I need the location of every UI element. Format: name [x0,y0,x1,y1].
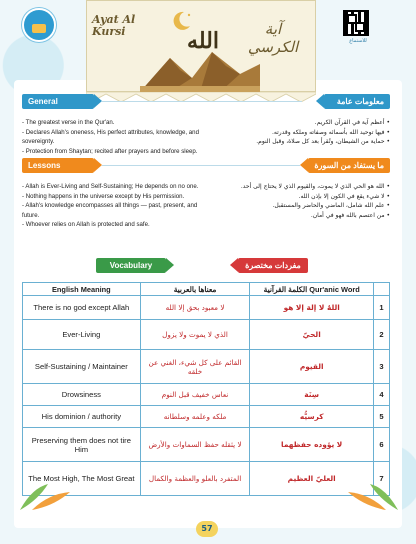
lessons-bullets-en [22,182,212,230]
lessons-bullets-ar [212,182,390,220]
qr-label: للاستماع [349,38,367,44]
bullet-item: - Whoever relies on Allah is protected and safe. [22,221,150,229]
row-number-cell: 1 [374,296,390,320]
lessons-learned-heading-ar: ما يستفاد من السورة [308,158,390,173]
general-information-heading-ar: معلومات عامة [324,94,390,109]
row-number-cell: 4 [374,384,390,406]
row-number-cell: 3 [374,350,390,384]
leaves-decoration [18,482,78,512]
english-meaning-cell: Drowsiness [23,384,141,406]
lessons-learned-heading: Lessons Learned [22,158,94,173]
table-row [23,428,390,462]
english-meaning-cell: Ever-Living [23,320,141,350]
english-meaning-cell: Self-Sustaining / Maintainer [23,350,141,384]
vocabulary-table [22,282,390,496]
heading-arrow [94,94,102,108]
english-meaning-cell: There is no god except Allah [23,296,141,320]
column-header-english: English Meaning [23,283,141,296]
table-row [23,384,390,406]
english-meaning-cell: Preserving them does not tire Him [23,428,141,462]
quranic-word-cell: لا يؤوده حفظهما [250,428,374,462]
arabic-meaning-cell: المتفرد بالعلو والعظمة والكمال [140,462,250,496]
leaves-decoration [340,482,400,512]
bullet-item: - Nothing happens in the universe except by His permission. [22,192,185,200]
quranic-word-cell: العليّ العظيم [250,462,374,496]
table-row [23,320,390,350]
bullet-item: • لا شيء يقع في الكون إلا بإذن الله. [298,192,390,200]
title-english: Ayat Al Kursi [92,13,136,38]
bullet-item: • الله هو الحي الذي لا يموت، والقيوم الذي لا يحتاج إلى أحد. [240,183,390,190]
vocabulary-heading: Vocabulary [96,258,166,273]
heading-arrow [316,94,324,108]
quranic-word-cell: الحيّ [250,320,374,350]
quranic-word-cell: كرسيُّه [250,406,374,428]
column-header-quranic-word: الكلمة القرآنية Qur'anic Word [250,283,374,296]
bullet-item: - Allah is Ever-Living and Self-Sustaining; He depends on no one. [22,183,199,190]
row-number-cell: 5 [374,406,390,428]
table-row [23,296,390,320]
mountains-illustration [140,44,260,92]
column-header-arabic-meaning: معناها بالعربية [140,283,250,296]
heading-arrow [230,258,238,272]
row-number-cell: 2 [374,320,390,350]
column-header-number [374,283,390,296]
bullet-item: - Allah's knowledge encompasses all things — past, present, and future. [22,202,198,219]
english-meaning-cell: His dominion / authority [23,406,141,428]
general-information-heading: General Information [22,94,94,109]
divider [102,165,300,166]
bullet-item: - The greatest verse in the Qur'an. [22,119,115,126]
title-allah: الله [187,28,219,54]
row-number-cell: 6 [374,428,390,462]
heading-arrow [94,158,102,172]
arabic-meaning-cell: القائم على كل شيء، الغني عن خلقه [140,350,250,384]
divider [102,101,302,102]
quranic-word-cell: اللهُ لا إلهَ إلا هو [250,296,374,320]
bullet-item: - Declares Allah's oneness, His perfect attributes, knowledge, and sovereignty. [22,128,199,146]
bullet-item: - Protection from Shaytan; recited after prayers and before sleep. [22,147,198,155]
vocabulary-heading-ar: مفردات مختصرة [238,258,308,273]
arabic-meaning-cell: لا يثقله حفظ السماوات والأرض [140,428,250,462]
table-row [23,350,390,384]
arabic-meaning-cell: الذي لا يموت ولا يزول [140,320,250,350]
bullet-item: • فيها توحيد الله بأسمائه وصفاته وملكه وقدرته. [272,128,390,136]
title-arabic: آية الكرسي [247,20,299,56]
bullet-item: • من اعتصم بالله فهو في أمان. [310,211,390,219]
table-header-row [23,283,390,296]
bullet-item: • حماية من الشيطان، وتُقرأ بعد كل صلاة، وقبل النوم. [256,138,390,146]
heading-arrow [166,258,174,272]
arabic-meaning-cell: ملكه وعلمه وسلطانه [140,406,250,428]
quranic-word-cell: القيوم [250,350,374,384]
qr-code[interactable] [343,10,369,36]
page-number: 57 [196,521,218,537]
quranic-word-cell: سِنَة [250,384,374,406]
general-info-bullets-ar [212,118,390,147]
arabic-meaning-cell: نعاس خفيف قبل النوم [140,384,250,406]
bullet-item: • علم الله شامل، الماضي والحاضر والمستقبل. [272,202,390,210]
row-number-cell: 7 [374,462,390,496]
table-row [23,406,390,428]
general-info-bullets-en [22,118,212,156]
heading-arrow [300,158,308,172]
bullet-item: • أعظم آية في القرآن الكريم. [314,119,390,126]
arabic-meaning-cell: لا معبود بحق إلا الله [140,296,250,320]
english-meaning-cell: The Most High, The Most Great [23,462,141,496]
publisher-logo [22,8,56,42]
